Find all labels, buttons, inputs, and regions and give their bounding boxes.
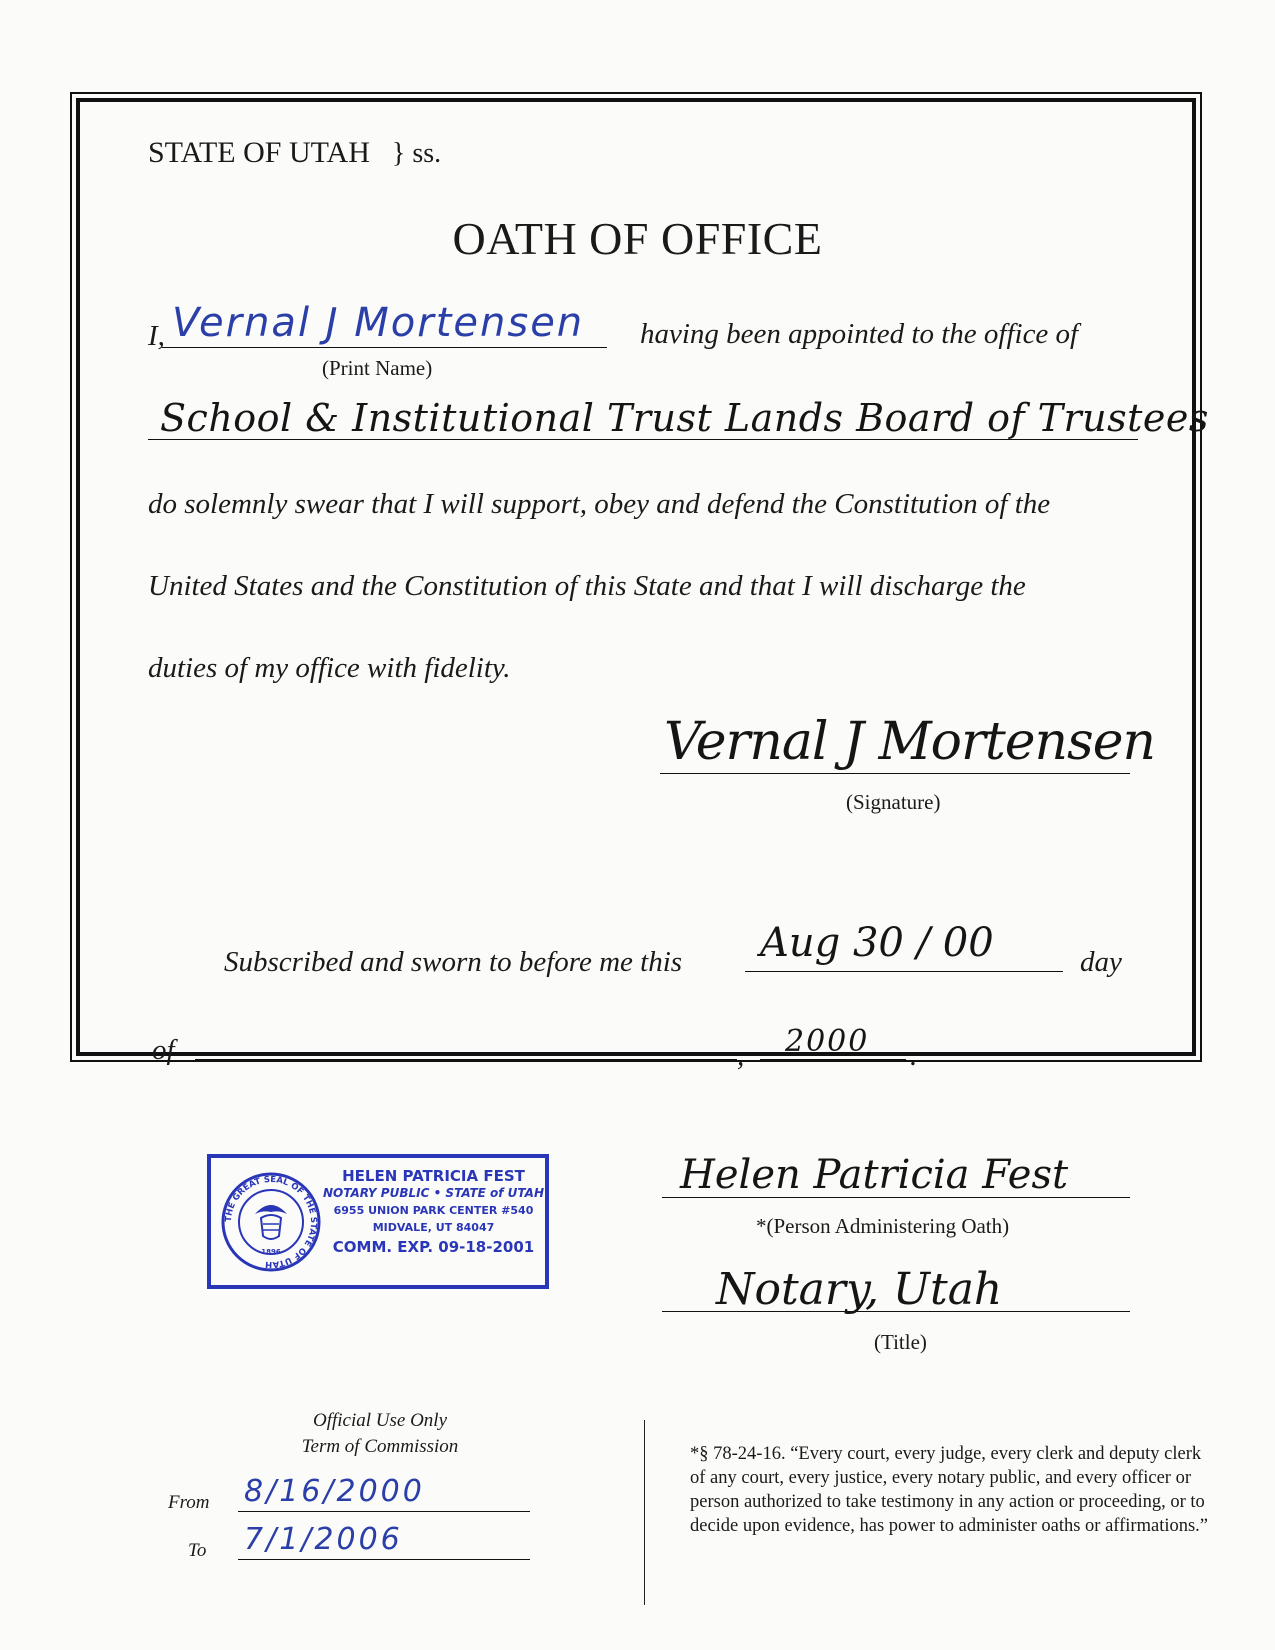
term-of-commission: Term of Commission xyxy=(301,1436,459,1457)
signature-value: Vernal J Mortensen xyxy=(664,712,1155,772)
administrator-label: *(Person Administering Oath) xyxy=(756,1214,1010,1238)
of-word: of xyxy=(152,1034,175,1066)
state-name: STATE OF UTAH xyxy=(148,136,370,169)
stamp-text-block xyxy=(321,1168,546,1256)
stamp-commission-exp: COMM. EXP. 09-18-2001 xyxy=(332,1238,535,1256)
seal-ring-text: THE GREAT SEAL OF THE STATE OF UTAH xyxy=(223,1174,319,1270)
stamp-address-2: MIDVALE, UT 84047 xyxy=(372,1221,495,1234)
official-use-heading xyxy=(255,1408,505,1460)
footer-divider xyxy=(644,1420,645,1605)
notary-stamp xyxy=(207,1154,549,1289)
appointed-text: having been appointed to the office of xyxy=(640,318,1079,350)
print-name-line xyxy=(162,346,607,348)
statute-note: *§ 78-24-16. “Every court, every judge, every clerk and deputy clerk of any court, every justice, every notary public, and every officer or person authorized to take testimony in any action or proceeding, or to decide upon evidence, has power to administer oaths or affirmations.” xyxy=(690,1444,1209,1536)
month-line xyxy=(195,1058,737,1060)
day-word: day xyxy=(1080,946,1122,978)
stamp-address-1: 6955 UNION PARK CENTER #540 xyxy=(333,1204,534,1217)
title-value: Notary, Utah xyxy=(716,1264,1003,1315)
oath-body-line-3: duties of my office with fidelity. xyxy=(148,652,511,684)
document-title: OATH OF OFFICE xyxy=(452,213,823,264)
to-line xyxy=(238,1558,530,1560)
period: . xyxy=(910,1040,918,1072)
state-line xyxy=(148,136,441,170)
official-use-only: Official Use Only xyxy=(312,1410,448,1431)
office-value: School & Institutional Trust Lands Board of Trustees xyxy=(160,396,1209,440)
to-label: To xyxy=(188,1540,207,1561)
title-label: (Title) xyxy=(874,1330,927,1354)
print-name-label: (Print Name) xyxy=(322,356,433,380)
i-prefix: I, xyxy=(148,320,165,352)
print-name-value: Vernal J Mortensen xyxy=(172,300,585,346)
administrator-signature: Helen Patricia Fest xyxy=(680,1152,1069,1198)
comma: , xyxy=(737,1040,745,1072)
year-value: 2000 xyxy=(785,1024,870,1059)
from-value: 8/16/2000 xyxy=(244,1474,425,1509)
from-line xyxy=(238,1510,530,1512)
seal-year: 1896 xyxy=(261,1248,281,1256)
day-value: Aug 30 / 00 xyxy=(760,920,994,966)
signature-line xyxy=(660,772,1130,774)
subscribed-text: Subscribed and sworn to before me this xyxy=(224,946,683,978)
signature-label: (Signature) xyxy=(846,790,941,814)
stamp-notary-name: HELEN PATRICIA FEST xyxy=(342,1167,525,1185)
to-value: 7/1/2006 xyxy=(244,1522,403,1557)
ss-text: } ss. xyxy=(391,138,442,169)
day-line xyxy=(745,970,1063,972)
oath-body-line-2: United States and the Constitution of this State and that I will discharge the xyxy=(148,570,1026,602)
from-label: From xyxy=(168,1492,210,1513)
stamp-notary-title: NOTARY PUBLIC • STATE of UTAH xyxy=(323,1186,544,1200)
oath-body-line-1: do solemnly swear that I will support, obey and defend the Constitution of the xyxy=(148,488,1051,520)
utah-state-seal-icon xyxy=(219,1166,323,1278)
